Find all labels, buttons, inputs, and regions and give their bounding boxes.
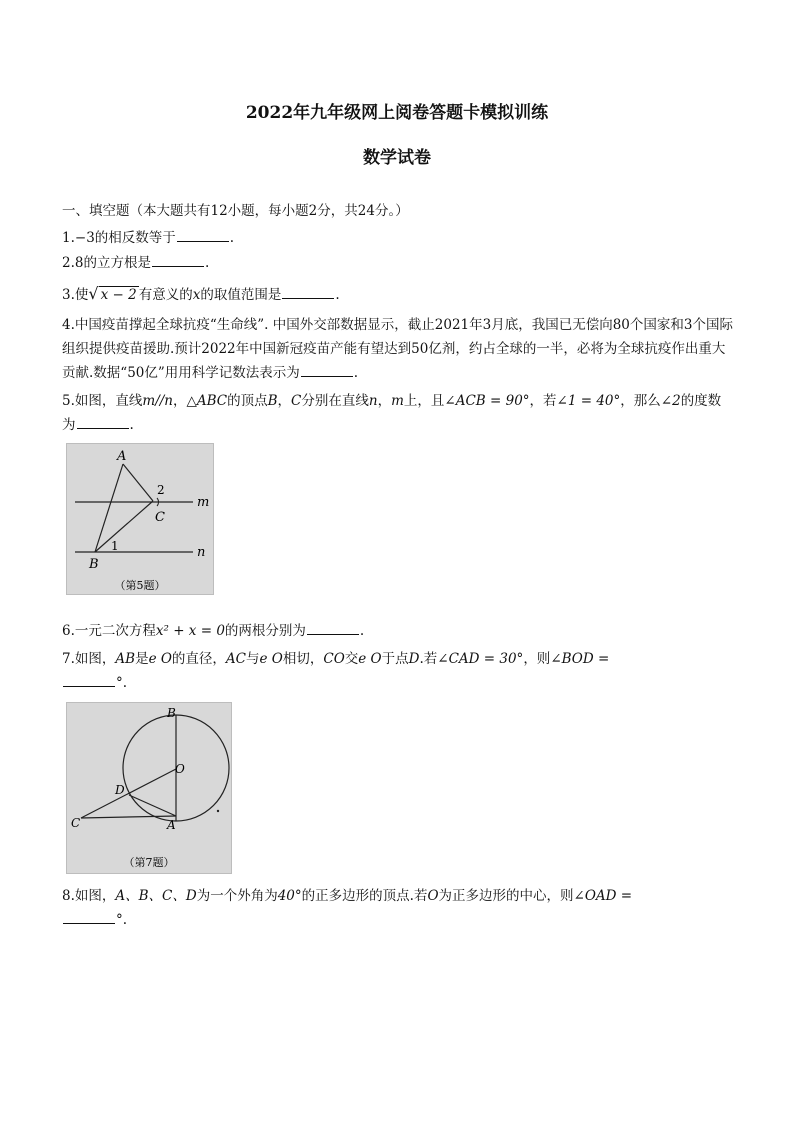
q5-text: 的度数为 [62,393,722,433]
label-n: n [197,545,206,560]
q1-end: . [229,230,235,246]
q8-math: O [427,888,439,904]
figure-q7-diagram [67,703,231,873]
q3-mid: 有意义的 [138,287,193,303]
label-a: A [167,818,176,832]
q7-math: e O [358,651,382,667]
q5-math: m [391,393,404,409]
label-angle-2: 2 [157,483,165,497]
question-2 [62,251,209,271]
q4-text: 4.中国疫苗撑起全球抗疫“生命线”. 中国外交部数据显示，截止2021年3月底，我国已无偿向80个国家和3个国际组织提供疫苗援助.预计2022年中国新冠疫苗产能有望达到50亿剂，约占全球的一半，必将为全球抗疫作出重大贡献.数据“50亿”用用科学记数法表示为 [62,317,733,381]
q7-end: °. [116,675,128,691]
answer-blank[interactable] [301,362,353,377]
q8-math: A、B、C、D [115,888,197,904]
q6-end: . [359,623,365,639]
q5-text: 上，且 [403,393,445,409]
q3-text: 的取值范围是 [200,287,282,303]
radicand: x − 2 [100,287,137,303]
answer-blank[interactable] [77,414,129,429]
q7-math: AB [115,651,136,667]
q5-text: ， [277,393,292,409]
answer-blank[interactable] [63,672,115,687]
question-3 [62,283,340,303]
q7-math: D [408,651,420,667]
q7-text: 相切， [282,651,324,667]
q5-text: 5.如图，直线 [62,393,143,409]
label-m: m [197,495,210,510]
label-b: B [167,706,176,720]
q3-end: . [335,287,340,303]
q8-math: 40° [277,888,302,904]
segment-ab [95,464,123,552]
q5-text: ，若 [529,393,557,409]
page-subtitle: 数学试卷 [363,148,431,168]
q5-end: . [129,417,134,433]
segment-ad [129,795,176,816]
q5-math: ∠2 [660,393,681,409]
q7-text: ，则 [523,651,551,667]
q8-text: 为一个外角为 [196,888,278,904]
q6-text: 6.一元二次方程 [62,623,156,639]
label-c: C [71,816,81,830]
q5-text: ，那么 [620,393,661,409]
q3-var: x [192,287,201,303]
segment-ac [123,464,153,501]
q7-text: 与 [246,651,260,667]
q8-text: 的正多边形的顶点.若 [301,888,428,904]
label-d: D [115,783,125,797]
q5-math: n [368,393,378,409]
q4-end: . [353,365,359,381]
figure-q5 [66,443,214,595]
q2-end: . [204,255,210,271]
q1-number: −3 [74,230,95,246]
q7-math: CO [323,651,345,667]
q5-text: 的顶点 [227,393,268,409]
figure-caption: （第7题） [123,856,175,869]
segment-co [81,769,176,818]
tangent-ac [81,816,176,818]
answer-blank[interactable] [152,252,204,267]
q8-text: 8.如图， [62,888,116,904]
question-4 [62,313,734,385]
label-b: B [89,557,99,572]
q7-text: 是 [135,651,149,667]
stray-dot [217,810,219,812]
q8-text: 为正多边形的中心，则 [438,888,574,904]
answer-blank[interactable] [177,227,229,242]
label-o: O [175,762,185,776]
figure-q7 [66,702,232,874]
q5-text: ， [377,393,392,409]
q7-text: 的直径， [171,651,226,667]
q5-math: B [267,393,278,409]
q7-text: 交 [344,651,359,667]
label-c: C [155,510,165,525]
label-angle-1: 1 [111,539,119,553]
q2-text: 2.8的立方根是 [62,255,151,271]
q5-math: △ABC [186,393,228,409]
figure-q5-diagram [67,444,213,594]
question-5 [62,389,734,437]
answer-blank[interactable] [63,909,115,924]
q8-math: ∠OAD = [573,888,633,904]
q5-text: ， [172,393,187,409]
q7-math: ∠CAD = 30° [437,651,524,667]
answer-blank[interactable] [282,284,334,299]
question-1 [62,226,234,246]
q3-prefix: 3.使 [62,287,89,303]
answer-blank[interactable] [307,620,359,635]
question-8 [62,884,734,932]
figure-caption: （第5题） [114,579,166,592]
q6-equation: x² + x = 0 [155,623,225,639]
radical-sign-icon: √ [88,284,99,303]
question-7 [62,647,734,695]
q6-text: 的两根分别为 [224,623,306,639]
q7-math: AC [225,651,247,667]
q5-math: C [291,393,302,409]
q7-math: e O [259,651,283,667]
q5-math: ∠ACB = 90° [444,393,530,409]
q5-math: ∠1 = 40° [556,393,621,409]
sqrt-expression [88,284,138,303]
q7-math: e O [148,651,172,667]
q5-math: m//n [142,393,173,409]
q7-math: ∠BOD = [550,651,610,667]
q1-prefix: 1. [62,230,75,246]
q7-text: 于点 [381,651,409,667]
q5-text: 分别在直线 [301,393,369,409]
q7-text: .若 [419,651,438,667]
q7-text: 7.如图， [62,651,116,667]
q1-text: 的相反数等于 [94,230,176,246]
q8-end: °. [116,912,128,928]
label-a: A [117,449,127,464]
section-heading: 一、填空题（本大题共有12小题，每小题2分，共24分。） [62,203,409,219]
page-title: 2022年九年级网上阅卷答题卡模拟训练 [245,103,549,123]
question-6 [62,619,364,639]
